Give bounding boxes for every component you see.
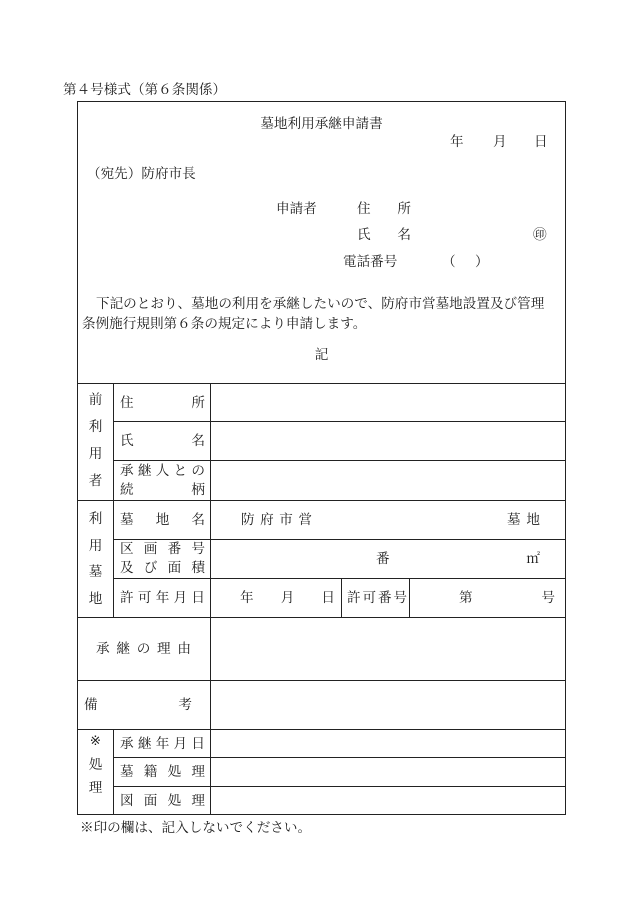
label-character: の — [191, 462, 205, 479]
permit-date-label — [120, 590, 205, 606]
permit-date-value — [211, 579, 342, 618]
permit-number-suffix: 号 — [541, 590, 555, 606]
reason-value — [211, 618, 565, 681]
label-character: 墓 — [120, 512, 134, 528]
remarks-label-cell — [78, 681, 211, 730]
label-character: 可 — [362, 590, 377, 606]
label-character: 用 — [88, 537, 103, 554]
cemetery-group-label — [78, 501, 114, 618]
label-character: と — [173, 462, 188, 479]
label-character: 日 — [191, 735, 205, 752]
previous-user-address-label — [120, 395, 205, 411]
permit-date-year: 年 — [240, 590, 254, 606]
phone-close-paren: ） — [475, 254, 489, 270]
previous-user-name-label-cell — [114, 422, 211, 461]
label-character: 柄 — [191, 481, 205, 498]
applicant-address-label — [357, 201, 411, 217]
reason-label — [96, 641, 191, 657]
previous-user-group-label — [78, 384, 114, 501]
permit-date-label-cell — [114, 579, 211, 618]
relation-label-cell — [114, 461, 211, 501]
label-character: 人 — [155, 462, 170, 479]
label-character: 可 — [137, 590, 152, 606]
cemetery-name-label — [120, 512, 205, 528]
label-character: 住 — [357, 201, 371, 217]
plot-value — [211, 540, 565, 579]
label-character: 理 — [157, 641, 171, 657]
permit-number-value — [410, 579, 565, 618]
cemetery-name-label-cell — [114, 501, 211, 540]
previous-user-name-value — [211, 422, 565, 461]
label-character: 年 — [155, 590, 170, 606]
label-character: 籍 — [143, 764, 158, 780]
label-character: 理 — [191, 764, 205, 780]
label-character: 前 — [88, 392, 103, 408]
drawing-processing-value — [211, 787, 565, 814]
label-character: 府 — [260, 512, 274, 528]
date-month-label: 月 — [493, 134, 507, 150]
applicant-heading: 申請者 — [276, 201, 317, 217]
label-character: 画 — [143, 541, 158, 557]
registry-processing-value — [211, 758, 565, 787]
label-character: 利 — [88, 511, 103, 527]
label-character: 理 — [191, 792, 205, 809]
label-character: 図 — [120, 792, 134, 809]
plot-label-cell — [114, 540, 211, 579]
label-character: 氏 — [120, 433, 134, 449]
label-character: 氏 — [357, 227, 371, 243]
previous-user-address-value — [211, 384, 565, 422]
relation-label-line-1 — [120, 462, 205, 481]
label-character: 名 — [191, 512, 205, 528]
addressee: （宛先）防府市長 — [87, 166, 196, 182]
label-character: び — [143, 560, 158, 576]
reason-label-cell — [78, 618, 211, 681]
label-character: の — [136, 641, 151, 657]
record-heading: 記 — [314, 347, 329, 363]
application-form-sheet — [77, 101, 566, 815]
label-character: 由 — [177, 641, 191, 657]
label-character: 承 — [120, 735, 134, 752]
plot-number-unit: 番 — [376, 551, 390, 567]
date-day-label: 日 — [534, 134, 548, 150]
permit-date-day: 日 — [321, 590, 335, 606]
registry-processing-label — [120, 764, 205, 780]
permit-date-month: 月 — [280, 590, 295, 606]
label-character: 継 — [116, 641, 130, 657]
office-use-group-label — [78, 730, 114, 814]
label-character: 番 — [377, 590, 392, 606]
label-character: 月 — [173, 735, 188, 752]
label-character: 号 — [191, 541, 205, 557]
succession-date-label — [120, 736, 205, 752]
label-character: 営 — [298, 512, 312, 528]
label-character: 地 — [526, 512, 540, 528]
label-character: 防 — [241, 512, 255, 528]
label-character: 許 — [347, 590, 361, 606]
label-character: 地 — [88, 590, 103, 607]
notice-line-1: 下記のとおり、墓地の利用を承継したいので、防府市営墓地設置及び管理 — [96, 296, 545, 312]
registry-label-cell — [114, 758, 211, 787]
label-character: 利 — [88, 419, 103, 435]
succession-date-value — [211, 730, 565, 758]
label-character: 者 — [88, 473, 103, 489]
label-character: 備 — [84, 697, 98, 713]
label-character: 処 — [88, 756, 103, 773]
label-character: 月 — [173, 590, 188, 606]
label-character: ※ — [89, 733, 102, 749]
permit-number-label-cell — [342, 579, 410, 618]
permit-number-prefix: 第 — [459, 590, 473, 606]
label-character: 墓 — [507, 512, 521, 528]
label-character: 所 — [397, 201, 411, 217]
applicant-name-label — [357, 227, 411, 243]
area-unit: ㎡ — [526, 551, 540, 567]
permit-number-label — [347, 590, 407, 606]
label-character: 承 — [120, 462, 134, 479]
cemetery-name-suffix — [507, 512, 540, 528]
label-character: 番 — [167, 541, 182, 557]
cemetery-name-value — [211, 501, 565, 540]
notice-line-2: 条例施行規則第６条の規定により申請します。 — [82, 316, 367, 332]
label-character: 処 — [167, 764, 182, 780]
label-character: 名 — [191, 433, 205, 449]
relation-value — [211, 461, 565, 501]
label-character: 区 — [120, 541, 134, 557]
label-character: 許 — [120, 590, 134, 606]
applicant-phone-label: 電話番号 — [343, 254, 398, 270]
footer-note: ※印の欄は、記入しないでください。 — [80, 820, 312, 836]
label-character: 継 — [137, 462, 152, 479]
label-character: 地 — [155, 512, 170, 528]
phone-open-paren: （ — [442, 254, 456, 270]
label-character: 名 — [397, 227, 411, 243]
label-character: 考 — [178, 697, 192, 713]
label-character: 墓 — [88, 564, 103, 581]
label-character: 承 — [96, 641, 110, 657]
date-year-label: 年 — [450, 134, 464, 150]
label-character: 日 — [191, 590, 205, 606]
label-character: 面 — [143, 792, 158, 809]
details-table — [78, 383, 565, 814]
cemetery-name-prefix — [241, 512, 312, 528]
previous-user-address-label-cell — [114, 384, 211, 422]
label-character: 継 — [137, 735, 152, 752]
label-character: 年 — [155, 735, 170, 752]
label-character: 理 — [88, 780, 103, 796]
remarks-value — [211, 681, 565, 730]
drawing-label-cell — [114, 787, 211, 814]
relation-label-line-2 — [120, 481, 205, 500]
plot-label-line-1 — [120, 540, 205, 559]
label-character: 住 — [120, 394, 134, 411]
label-character: 所 — [191, 394, 205, 411]
label-character: 積 — [191, 560, 205, 576]
succession-date-label-cell — [114, 730, 211, 758]
label-character: 続 — [120, 481, 134, 498]
label-character: 用 — [88, 446, 103, 462]
label-character: 市 — [279, 512, 293, 528]
label-character: 号 — [393, 590, 407, 606]
form-title: 墓地利用承継申請書 — [260, 116, 383, 132]
plot-label-line-2 — [120, 559, 205, 578]
label-character: 処 — [167, 792, 182, 809]
label-character: 墓 — [120, 764, 134, 780]
label-character: 及 — [120, 560, 134, 576]
form-number-label: 第４号様式（第６条関係） — [63, 82, 227, 98]
remarks-label — [84, 697, 192, 713]
previous-user-name-label — [120, 433, 205, 449]
seal-mark-icon: ㊞ — [533, 227, 547, 243]
label-character: 面 — [167, 560, 182, 576]
drawing-processing-label — [120, 793, 205, 809]
